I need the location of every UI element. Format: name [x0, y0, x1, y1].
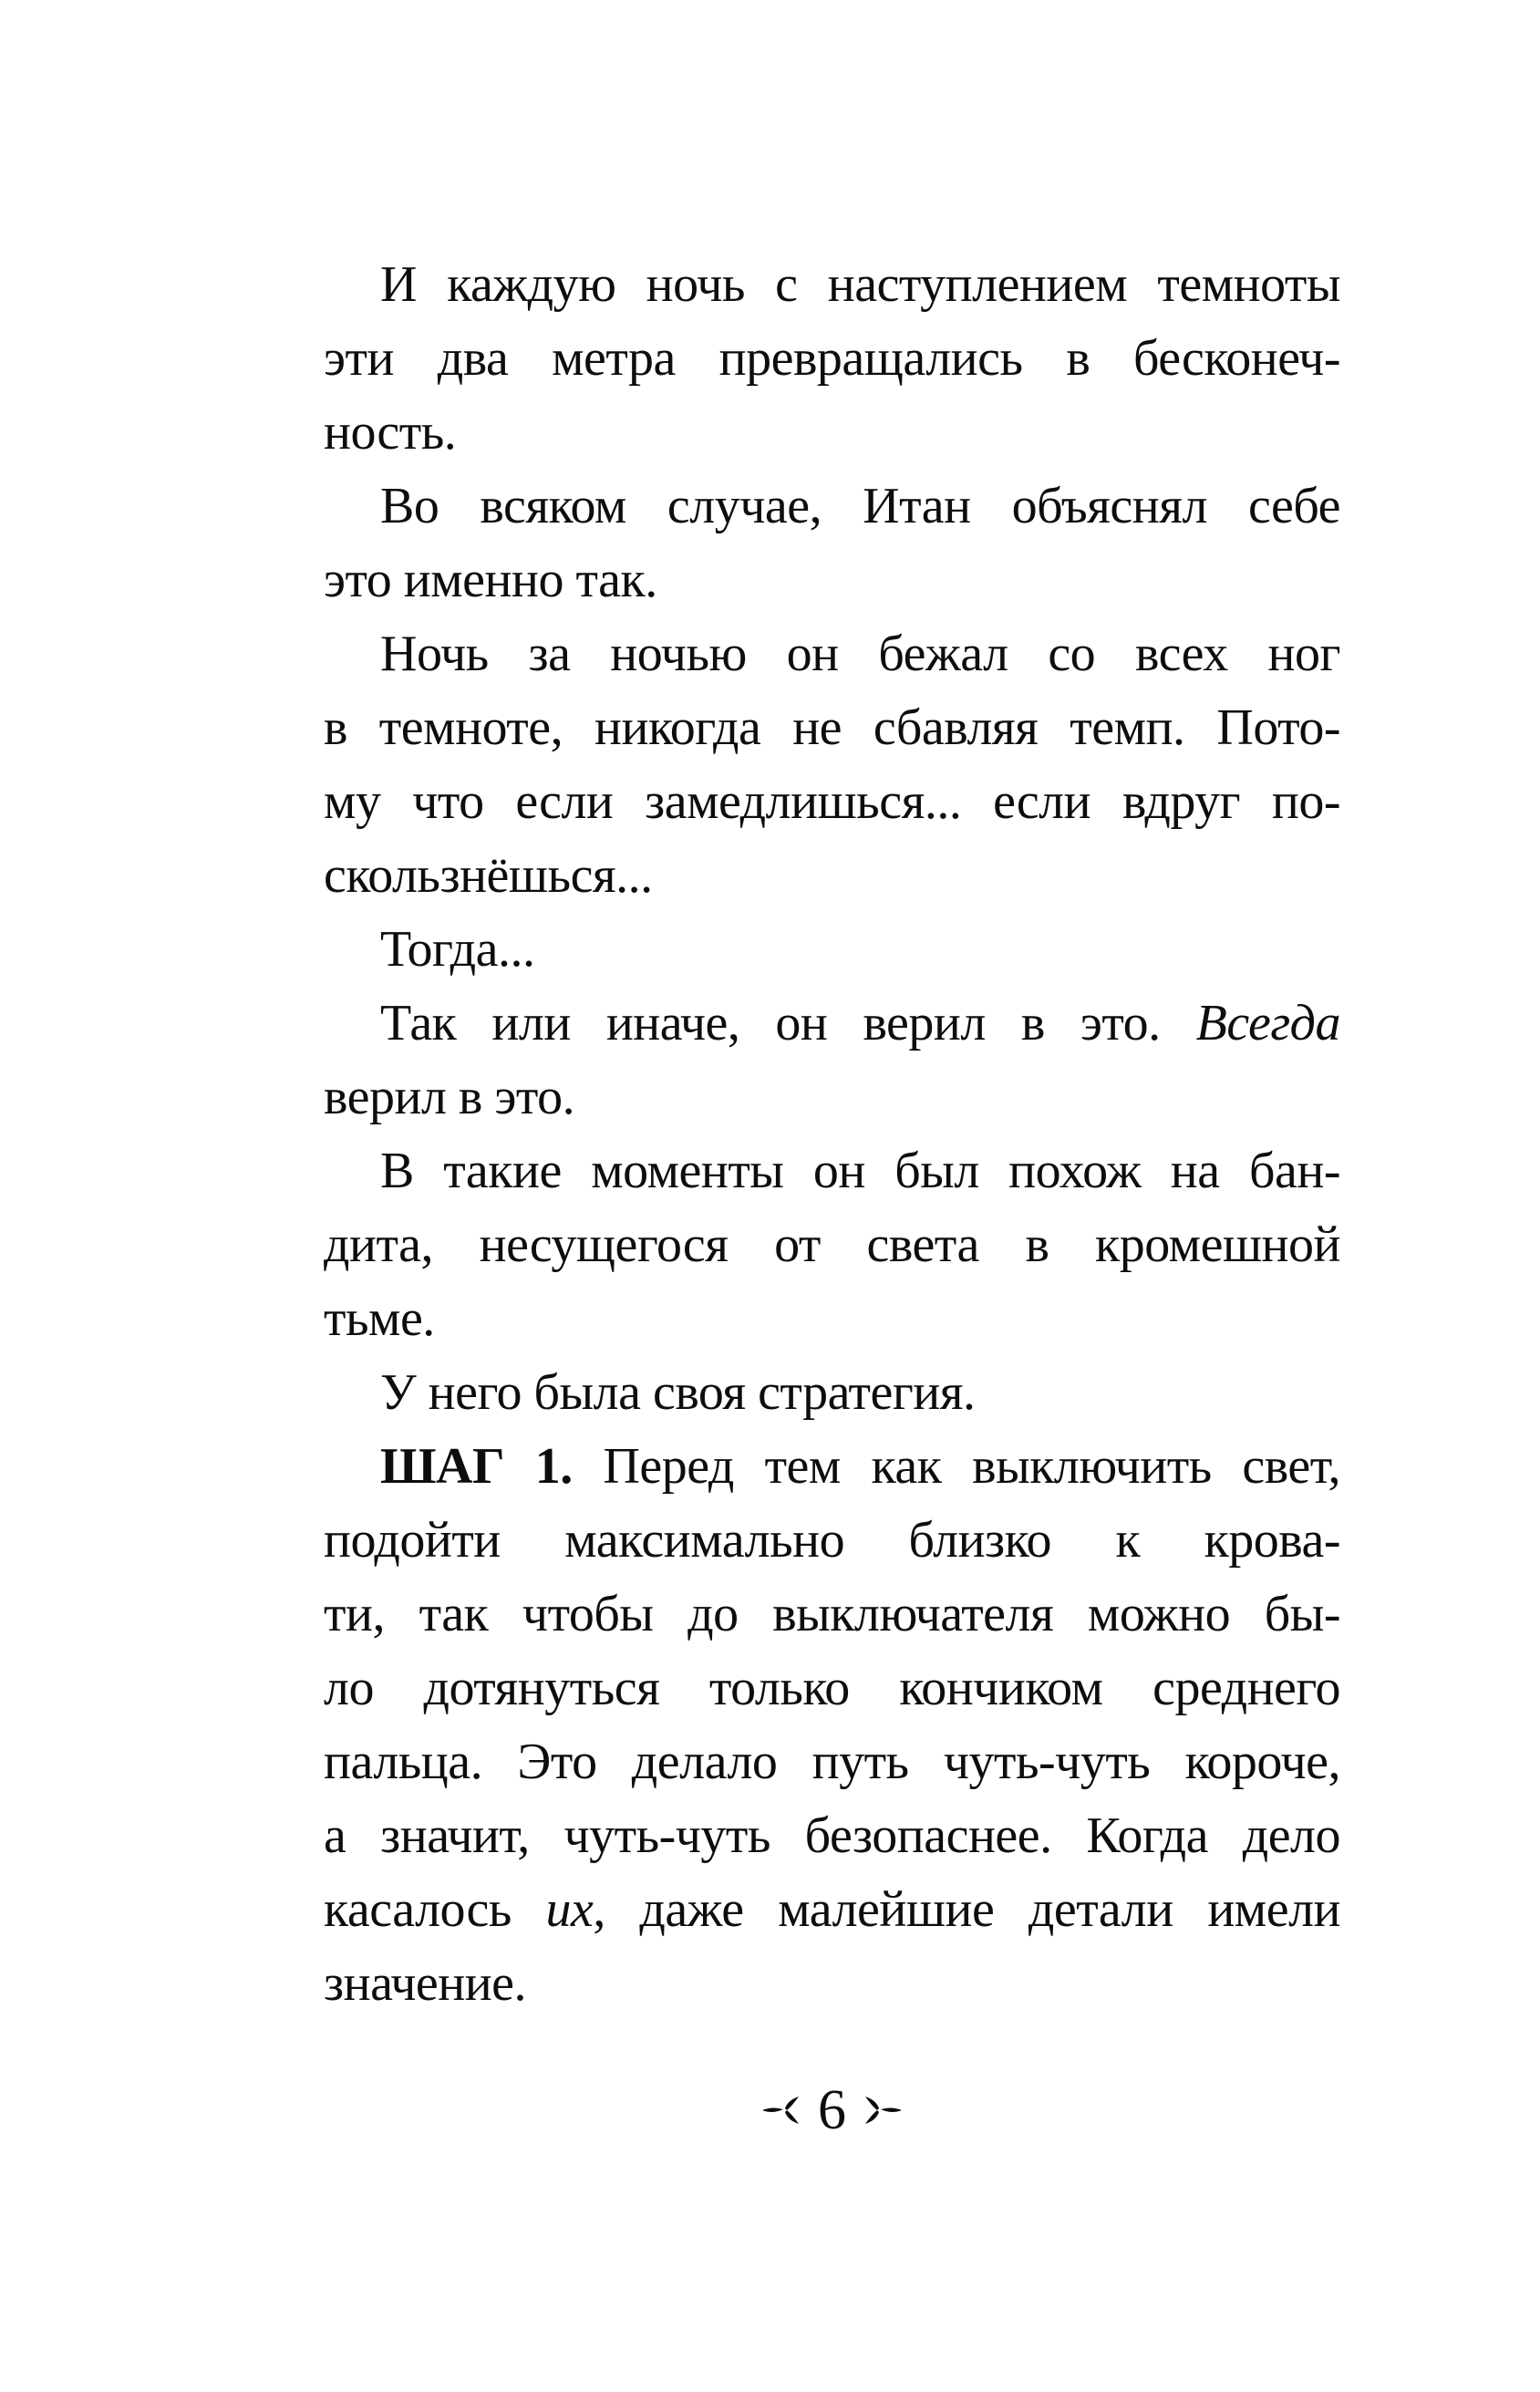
text-line	[324, 1578, 1340, 1652]
text-segment: дита, несущегося от света в кромешной	[324, 1217, 1340, 1273]
text-segment: му что если замедлишься... если вдруг по-	[324, 773, 1340, 830]
text-line	[324, 691, 1340, 765]
text-segment: В такие моменты он был похож на бан-	[380, 1143, 1340, 1199]
text-segment: эти два метра превращались в бесконеч-	[324, 330, 1340, 387]
text-segment: У него была своя стратегия.	[380, 1364, 976, 1421]
text-segment: , даже малейшие детали имели	[593, 1881, 1340, 1938]
text-segment: Ночь за ночью он бежал со всех ног	[380, 626, 1340, 682]
text-line	[324, 1430, 1340, 1504]
fleuron-left-icon	[761, 2095, 801, 2126]
text-line	[324, 1799, 1340, 1873]
text-segment: Так или иначе, он верил в это.	[380, 995, 1196, 1051]
text-line	[324, 1134, 1340, 1208]
text-line	[324, 470, 1340, 544]
text-segment: пальца. Это делало путь чуть-чуть короче,	[324, 1734, 1340, 1790]
text-segment: ти, так чтобы до выключателя можно бы-	[324, 1586, 1340, 1642]
text-line	[324, 1208, 1340, 1282]
text-segment: Тогда...	[380, 921, 535, 978]
text-segment: Во всяком случае, Итан объяснял себе	[380, 478, 1340, 534]
text-line	[324, 1061, 1340, 1134]
text-segment: это именно так.	[324, 552, 657, 608]
text-line	[324, 1504, 1340, 1578]
bold-text-segment: ШАГ 1.	[380, 1438, 573, 1495]
text-line	[324, 1356, 1340, 1430]
text-line	[324, 1282, 1340, 1356]
text-segment: ность.	[324, 404, 457, 461]
text-line	[324, 544, 1340, 617]
italic-text-segment: Всегда	[1195, 995, 1340, 1051]
text-line	[324, 765, 1340, 839]
text-segment: Перед тем как выключить свет,	[572, 1438, 1340, 1495]
text-line	[324, 1652, 1340, 1725]
text-segment: подойти максимально близко к крова-	[324, 1512, 1340, 1569]
text-segment: скользнёшься...	[324, 847, 653, 904]
italic-text-segment: их	[545, 1881, 594, 1938]
text-segment: касалось	[324, 1881, 546, 1938]
text-segment: в темноте, никогда не сбавляя темп. Пото-	[324, 699, 1340, 756]
text-line	[324, 839, 1340, 913]
page-footer	[324, 2079, 1340, 2141]
text-line	[324, 322, 1340, 396]
fleuron-right-icon	[863, 2095, 903, 2126]
text-line	[324, 248, 1340, 322]
page-number: 6	[818, 2079, 846, 2141]
text-segment: тьме.	[324, 1290, 435, 1347]
text-line	[324, 913, 1340, 987]
text-segment: а значит, чуть-чуть безопаснее. Когда дело	[324, 1807, 1340, 1864]
text-line	[324, 1947, 1340, 2021]
text-segment: верил в это.	[324, 1069, 575, 1125]
text-line	[324, 617, 1340, 691]
text-line	[324, 1725, 1340, 1799]
text-segment: значение.	[324, 1955, 527, 2012]
text-line	[324, 1873, 1340, 1947]
text-line	[324, 987, 1340, 1061]
body-text	[324, 248, 1340, 2021]
text-segment: И каждую ночь с наступлением темноты	[380, 256, 1340, 313]
text-segment: ло дотянуться только кончиком среднего	[324, 1660, 1340, 1716]
text-line	[324, 396, 1340, 470]
